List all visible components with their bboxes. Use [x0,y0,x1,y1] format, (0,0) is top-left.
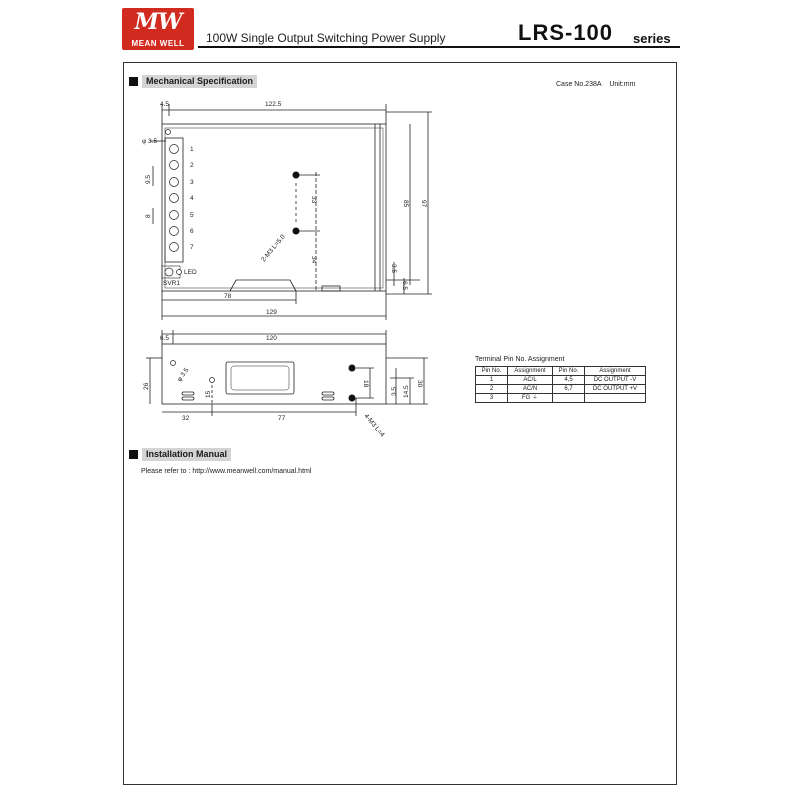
pin-label: 2 [190,162,194,169]
logo-mark: MW [134,9,182,35]
dim-label: 78 [224,293,232,300]
dim-label: 77 [278,415,286,422]
pin-label: 5 [190,212,194,219]
document-title: 100W Single Output Switching Power Supply [206,31,446,45]
table-header-cell: Assignment [585,367,646,376]
dim-label: φ 3.5 [176,366,191,384]
side-vent-2 [182,397,194,400]
pin-label: 4 [190,195,194,202]
terminal-pin-table [475,366,646,403]
terminal-screw-1 [170,145,179,154]
top-view-outline [162,124,386,291]
dim-label: 6.5 [160,335,170,342]
dim-label: 3.5 [391,386,398,396]
dim-label: 97 [420,200,427,208]
table-cell: 2 [476,385,508,394]
table-cell [585,394,646,403]
side-mount-hole [171,361,176,366]
logo-name: MEAN WELL [131,39,185,48]
side-mount-hole-2 [210,378,215,383]
table-header-cell: Assignment [508,367,553,376]
table-row [476,376,646,385]
pin-label: 7 [190,244,194,251]
pin-label: 1 [190,146,194,153]
unit-label: Unit:mm [609,81,636,88]
terminal-screw-5 [170,211,179,220]
svr-label: SVR1 [163,280,180,287]
table-cell: 6,7 [553,385,585,394]
top-view-inner-outline [165,128,383,288]
adjust-pot [165,268,173,276]
installation-section-header [129,448,231,460]
table-cell: DC OUTPUT -V [585,376,646,385]
dim-label: 34 [310,256,317,264]
side-screw-upper [349,365,356,372]
terminal-screw-7 [170,243,179,252]
top-view-tab [230,280,296,291]
side-view-window [226,362,294,394]
dim-label: 8 [145,214,152,218]
table-header-cell: Pin No. [553,367,585,376]
table-cell: 1 [476,376,508,385]
dim-label: 122.5 [265,101,282,108]
screw-spec-label: 2-M3 L=5.0 [260,233,287,264]
table-row [476,394,646,403]
pin-label: 6 [190,228,194,235]
terminal-screw-4 [170,194,179,203]
table-cell: AC/L [508,376,553,385]
section-bullet-icon [129,450,138,459]
side-vent-3 [322,392,334,395]
dim-label: 6.5 [401,281,408,291]
led-indicator [177,270,182,275]
dim-label: 33 [310,196,317,204]
dim-label: 85 [402,200,409,208]
dim-label: 129 [266,309,277,316]
dim-label: φ 3.5 [142,138,158,145]
dim-label: 120 [266,335,277,342]
series-label: series [633,31,671,46]
side-screw-lower [349,395,356,402]
table-cell [553,394,585,403]
dim-label: 9.5 [145,174,152,184]
screw-spec-label: 4-M3 L=4 [362,412,386,439]
screw-hole-lower [293,228,300,235]
model-name: LRS-100 [518,20,614,45]
dim-label: 14.5 [403,385,410,398]
top-view-slot [322,286,340,291]
table-cell: 3 [476,394,508,403]
mechanical-section-title: Mechanical Specification [142,75,257,88]
installation-reference: Please refer to : http://www.meanwell.com/manual.html [141,468,312,475]
table-cell: 4,5 [553,376,585,385]
pin-label: 3 [190,179,194,186]
terminal-screw-2 [170,161,179,170]
table-cell: AC/N [508,385,553,394]
screw-hole-upper [293,172,300,179]
dim-label: 4.5 [160,101,170,108]
dim-label: 18 [362,380,369,388]
side-vent-4 [322,397,334,400]
terminal-table-title: Terminal Pin No. Assignment [475,356,565,363]
dim-label: 26 [143,382,150,390]
dim-label: 3.5 [390,264,397,274]
dim-label: 30 [416,380,423,388]
side-vent-1 [182,392,194,395]
terminal-screw-3 [170,178,179,187]
table-cell: FG ⏚ [508,394,553,403]
led-label: LED [184,269,197,276]
table-header-row [476,367,646,376]
terminal-screw-6 [170,227,179,236]
mount-hole [166,130,171,135]
installation-section-title: Installation Manual [142,448,231,461]
case-number: Case No.238A [556,81,602,88]
table-cell: DC OUTPUT +V [585,385,646,394]
table-row [476,385,646,394]
table-header-cell: Pin No. [476,367,508,376]
dim-label: 32 [182,415,190,422]
dim-label: 15 [205,390,212,398]
